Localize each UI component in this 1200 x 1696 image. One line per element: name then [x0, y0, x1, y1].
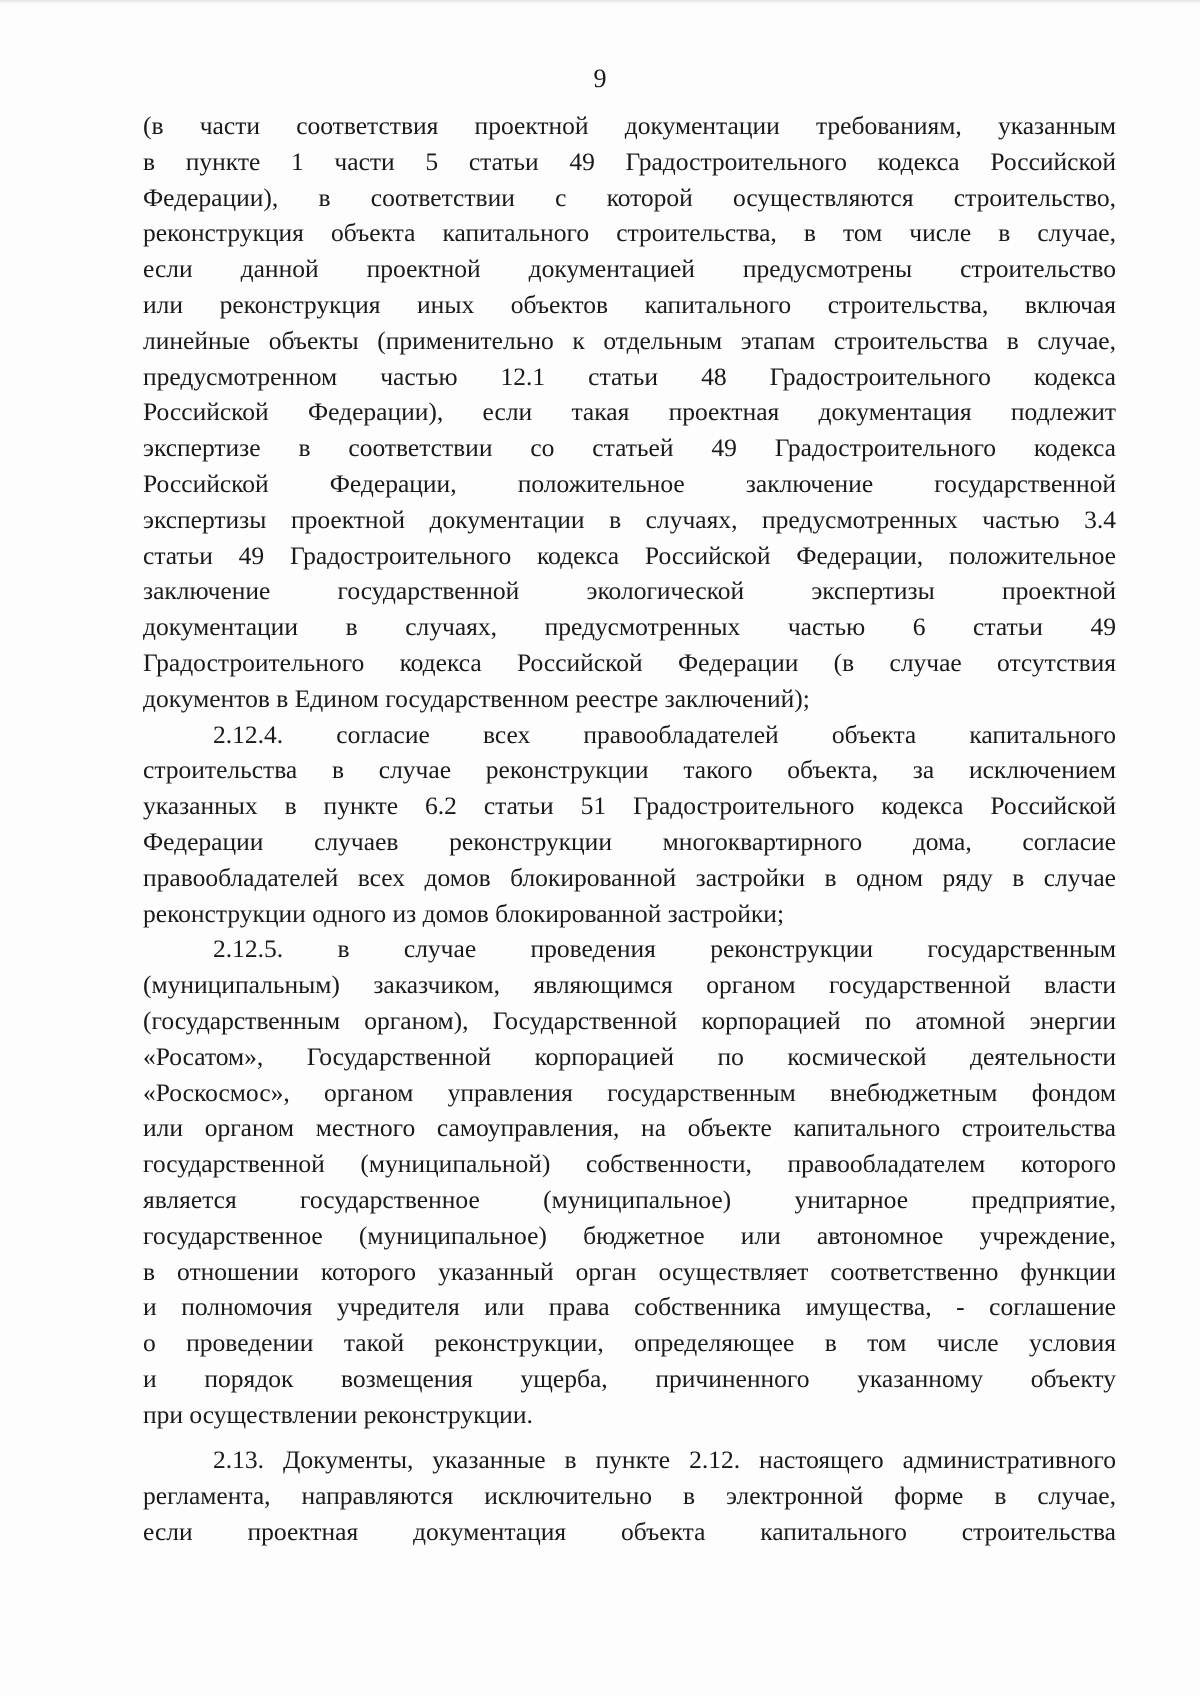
paragraph-item-2-13 [143, 1442, 1116, 1549]
text-line: государственной (муниципальной) собственности, правообладателем которого [143, 1149, 1116, 1179]
text-line: или реконструкция иных объектов капитального строительства, включая [143, 289, 1116, 319]
text-line: (государственным органом), Государственной корпорацией по атомной энергии [143, 1005, 1116, 1035]
text-line: или органом местного самоуправления, на объекте капитального строительства [143, 1113, 1116, 1143]
text-line: при осуществлении реконструкции. [143, 1399, 533, 1429]
text-line: 2.12.4. согласие всех правообладателей объекта капитального [213, 719, 1116, 749]
paragraph-item-2-12-4 [143, 717, 1116, 932]
text-line: (муниципальным) заказчиком, являющимся органом государственной власти [143, 970, 1116, 1000]
text-line: реконструкция объекта капитального строительства, в том числе в случае, [143, 218, 1116, 248]
text-line: Градостроительного кодекса Российской Федерации (в случае отсутствия [143, 647, 1116, 677]
text-line: в пункте 1 части 5 статьи 49 Градостроительного кодекса Российской [143, 146, 1116, 176]
text-line: «Росатом», Государственной корпорацией по космической деятельности [143, 1041, 1116, 1071]
text-line: о проведении такой реконструкции, определяющее в том числе условия [143, 1328, 1116, 1358]
text-line: в отношении которого указанный орган осуществляет соответственно функции [143, 1256, 1116, 1286]
text-line: Федерации случаев реконструкции многоквартирного дома, согласие [143, 826, 1116, 856]
text-line: если проектная документация объекта капитального строительства [143, 1517, 1116, 1547]
text-line: линейные объекты (применительно к отдельным этапам строительства в случае, [143, 325, 1116, 355]
scan-edge [0, 0, 1200, 4]
text-line: если данной проектной документацией предусмотрены строительство [143, 254, 1116, 284]
text-line: государственное (муниципальное) бюджетное или автономное учреждение, [143, 1220, 1116, 1250]
text-line: 2.13. Документы, указанные в пункте 2.12. настоящего административного [213, 1445, 1116, 1475]
text-line: предусмотренном частью 12.1 статьи 48 Градостроительного кодекса [143, 361, 1116, 391]
text-line: указанных в пункте 6.2 статьи 51 Градостроительного кодекса Российской [143, 791, 1116, 821]
paragraph-item-2-12-5 [143, 931, 1116, 1432]
text-line: 2.12.5. в случае проведения реконструкции государственным [213, 934, 1116, 964]
text-line: является государственное (муниципальное) унитарное предприятие, [143, 1184, 1116, 1214]
text-line: «Роскосмос», органом управления государственным внебюджетным фондом [143, 1077, 1116, 1107]
text-line: Российской Федерации, положительное заключение государственной [143, 468, 1116, 498]
text-line: экспертизе в соответствии со статьей 49 Градостроительного кодекса [143, 433, 1116, 463]
text-line: Федерации), в соответствии с которой осуществляются строительство, [143, 182, 1116, 212]
text-line: статьи 49 Градостроительного кодекса Российской Федерации, положительное [143, 540, 1116, 570]
text-line: экспертизы проектной документации в случаях, предусмотренных частью 3.4 [143, 504, 1116, 534]
text-line: заключение государственной экологической экспертизы проектной [143, 576, 1116, 606]
text-line: регламента, направляются исключительно в электронной форме в случае, [143, 1481, 1116, 1511]
text-line: строительства в случае реконструкции такого объекта, за исключением [143, 755, 1116, 785]
text-line: реконструкции одного из домов блокированной застройки; [143, 898, 785, 928]
text-line: и полномочия учредителя или права собственника имущества, - соглашение [143, 1292, 1116, 1322]
document-body [143, 108, 1116, 1550]
page-number: 9 [593, 64, 607, 93]
paragraph-continuation [143, 108, 1116, 717]
text-line: документов в Едином государственном реестре заключений); [143, 683, 810, 713]
text-line: (в части соответствия проектной документации требованиям, указанным [143, 111, 1116, 140]
text-line: Российской Федерации), если такая проектная документация подлежит [143, 397, 1116, 427]
text-line: правообладателей всех домов блокированной застройки в одном ряду в случае [143, 862, 1116, 892]
text-line: документации в случаях, предусмотренных частью 6 статьи 49 [143, 612, 1116, 642]
text-line: и порядок возмещения ущерба, причиненного указанному объекту [143, 1363, 1116, 1393]
